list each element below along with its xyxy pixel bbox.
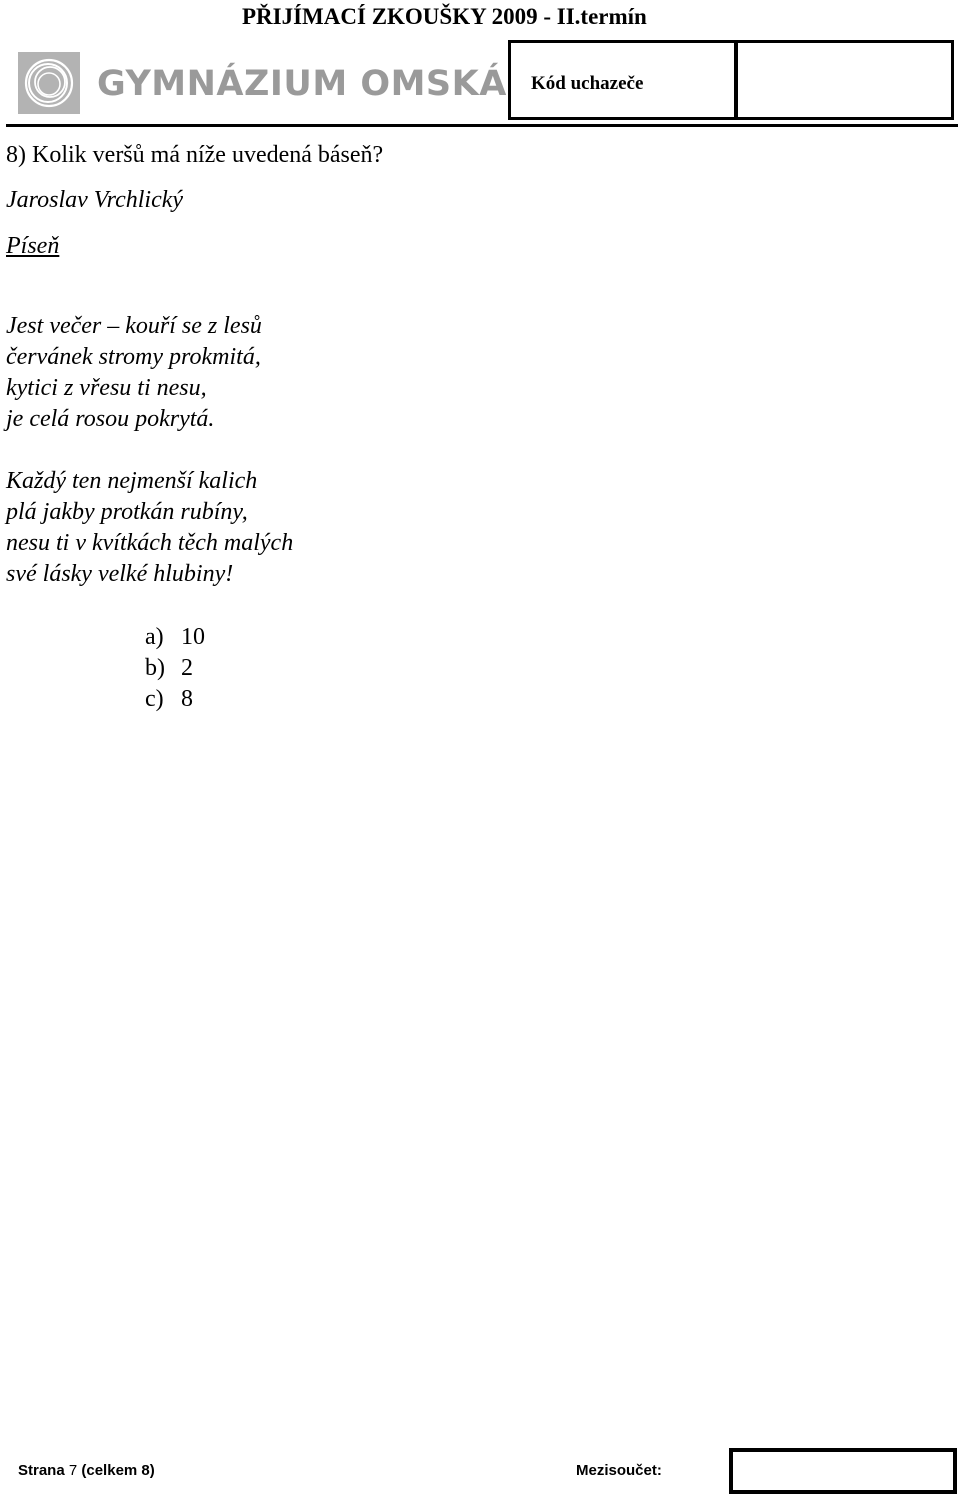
poem-line: kytici z vřesu ti nesu,	[6, 375, 207, 401]
poem-title: Píseň	[6, 233, 60, 259]
poem-line: své lásky velké hlubiny!	[6, 561, 234, 587]
answer-value: 10	[181, 624, 205, 650]
page-indicator	[18, 1462, 155, 1479]
answer-value: 8	[181, 686, 193, 712]
page-number: 7	[68, 1462, 78, 1479]
answer-letter: c)	[145, 686, 164, 712]
poem-line: je celá rosou pokrytá.	[6, 406, 215, 432]
subtotal-label: Mezisoučet:	[576, 1462, 662, 1479]
poem-line: Každý ten nejmenší kalich	[6, 468, 258, 494]
subtotal-field[interactable]	[729, 1448, 957, 1494]
school-name: GYMNÁZIUM OMSKÁ	[97, 64, 507, 104]
applicant-code-field[interactable]	[738, 43, 951, 117]
poem-line: nesu ti v kvítkách těch malých	[6, 530, 294, 556]
answer-letter: b)	[145, 655, 165, 681]
question-text: 8) Kolik veršů má níže uvedená báseň?	[6, 142, 384, 168]
answer-letter: a)	[145, 624, 164, 650]
poem-author: Jaroslav Vrchlický	[6, 187, 184, 213]
poem-line: červánek stromy prokmitá,	[6, 344, 261, 370]
answer-option-a[interactable]	[145, 622, 205, 653]
poem-stanza-2	[6, 466, 293, 590]
poem-line: plá jakby protkán rubíny,	[6, 499, 248, 525]
answer-option-c[interactable]	[145, 684, 205, 715]
exam-title: PŘIJÍMACÍ ZKOUŠKY 2009 - II.termín	[242, 4, 647, 29]
answer-option-b[interactable]	[145, 653, 205, 684]
concentric-circles-logo-icon	[18, 52, 80, 114]
page-total: (celkem 8)	[81, 1462, 155, 1479]
school-logo	[18, 52, 80, 114]
poem-line: Jest večer – kouří se z lesů	[6, 313, 262, 339]
page-prefix: Strana	[18, 1462, 65, 1479]
header-rule	[6, 124, 958, 127]
applicant-code-label: Kód uchazeče	[531, 73, 644, 94]
applicant-code-box	[508, 40, 954, 120]
poem-stanza-1	[6, 311, 262, 435]
answer-options	[145, 622, 205, 715]
answer-value: 2	[181, 655, 193, 681]
